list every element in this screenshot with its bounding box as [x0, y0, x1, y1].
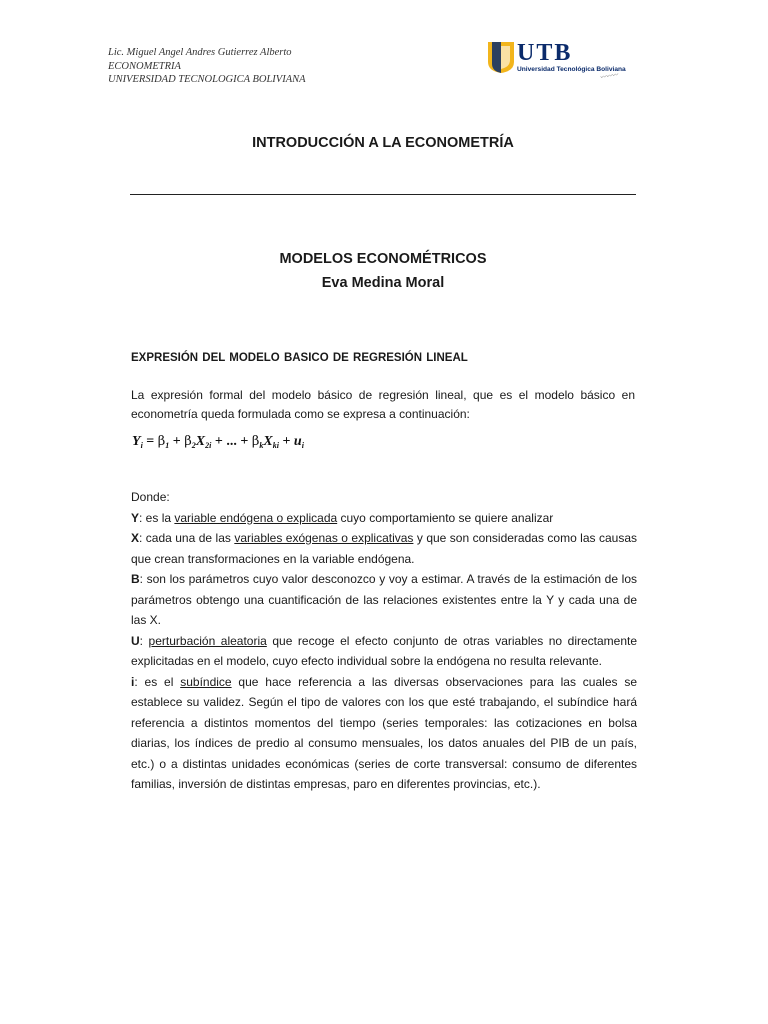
formula-x2: X — [195, 434, 206, 449]
formula-u-sub: i — [301, 441, 304, 450]
definition-y-label: Y — [131, 510, 140, 525]
utb-emblem-icon — [486, 40, 516, 74]
definition-i-label: i — [131, 674, 135, 689]
definition-u-label: U — [131, 633, 140, 648]
definition-y-term: variable endógena o explicada — [174, 510, 338, 525]
formula-xk-sub: ki — [272, 441, 279, 450]
formula-bk-sub: k — [259, 441, 264, 450]
formula-b2-sub: 2 — [191, 441, 196, 450]
regression-formula — [132, 432, 304, 456]
subtitle-line-1: MODELOS ECONOMÉTRICOS — [279, 251, 487, 267]
section-heading: EXPRESIÓN DEL MODELO BASICO DE REGRESIÓN LINEAL — [131, 352, 468, 364]
formula-x2-sub: 2i — [205, 441, 212, 450]
formula-beta-2: β — [184, 434, 192, 449]
definition-u — [131, 631, 637, 672]
document-header — [108, 46, 306, 87]
definition-b-label: B — [131, 572, 140, 586]
logo-name: UTB — [517, 40, 573, 66]
utb-logo — [486, 40, 642, 88]
definition-b — [131, 569, 637, 631]
definition-b-text: : son los parámetros cuyo valor desconozco y voy a estimar. A través de la estimación de los parámetros obtengo una cuantificación de las relaciones existentes entre la Y y cada una de las X. — [131, 572, 637, 627]
formula-plus-3: + — [278, 434, 294, 449]
document-title: INTRODUCCIÓN A LA ECONOMETRÍA — [252, 135, 514, 151]
formula-beta-1: β — [157, 434, 166, 449]
definition-i-term: subíndice — [180, 674, 232, 689]
definition-x-pre: : cada una de las — [139, 531, 235, 545]
definition-x — [131, 528, 637, 569]
header-university: UNIVERSIDAD TECNOLOGICA BOLIVIANA — [108, 74, 306, 85]
formula-eq: = — [142, 434, 158, 449]
formula-plus-2: + ... + — [211, 434, 252, 449]
definitions-block — [131, 487, 637, 795]
intro-paragraph: La expresión formal del modelo básico de regresión lineal, que es el modelo básico en econometría queda formulada como se expresa a continuación: — [131, 388, 635, 421]
definition-x-label: X — [131, 531, 140, 545]
definition-y-pre: : es la — [139, 510, 175, 525]
definition-u-post: que recoge el efecto conjunto de otras variables no directamente explicitadas en el modelo, cuyo efecto individual sobre la endógena no resulta relevante. — [131, 633, 638, 668]
header-author: Lic. Miguel Angel Andres Gutierrez Alberto — [108, 47, 292, 58]
definition-x-term: variables exógenas o explicativas — [234, 531, 414, 545]
definition-x-post: y que son consideradas como las causas que crean transformaciones en la variable endógena. — [131, 531, 637, 566]
logo-subtitle: Universidad Tecnológica Boliviana — [517, 66, 626, 73]
definition-i-post: que hace referencia a las diversas observaciones para las cuales se establece su validez. Según el tipo de valores con los que esté trabajando, el subíndice hará referencia a distintos momentos del tiempo (series temporales: las cotizaciones en bolsa diarias, los índices de predio al consumo mensuales, los datos anuales del PIB de un país, etc.) o a distintas unidades económicas (series de corte transversal: consumo de diferentes familias, inversión de distintas empresas, paro en diferentes provincias, etc.). — [131, 674, 638, 791]
definition-u-term: perturbación aleatoria — [148, 633, 267, 648]
donde-label: Donde: — [131, 490, 170, 504]
formula-u: u — [293, 434, 302, 449]
formula-y: Y — [132, 434, 141, 449]
header-course: ECONOMETRIA — [108, 60, 181, 72]
definition-i — [131, 672, 637, 795]
formula-b1-sub: 1 — [165, 441, 170, 450]
formula-plus-1: + — [169, 434, 185, 449]
definition-u-pre: : — [139, 633, 149, 648]
definition-y — [131, 508, 637, 529]
subtitle-author: Eva Medina Moral — [321, 275, 445, 291]
formula-y-sub: i — [140, 441, 143, 450]
formula-xk: X — [263, 434, 273, 449]
formula-beta-k: β — [251, 434, 260, 449]
logo-tagline-script: 〰〰〰 — [599, 72, 619, 82]
title-divider — [130, 194, 636, 195]
definition-i-pre: : es el — [134, 674, 181, 689]
definition-y-post: cuyo comportamiento se quiere analizar — [337, 510, 554, 525]
